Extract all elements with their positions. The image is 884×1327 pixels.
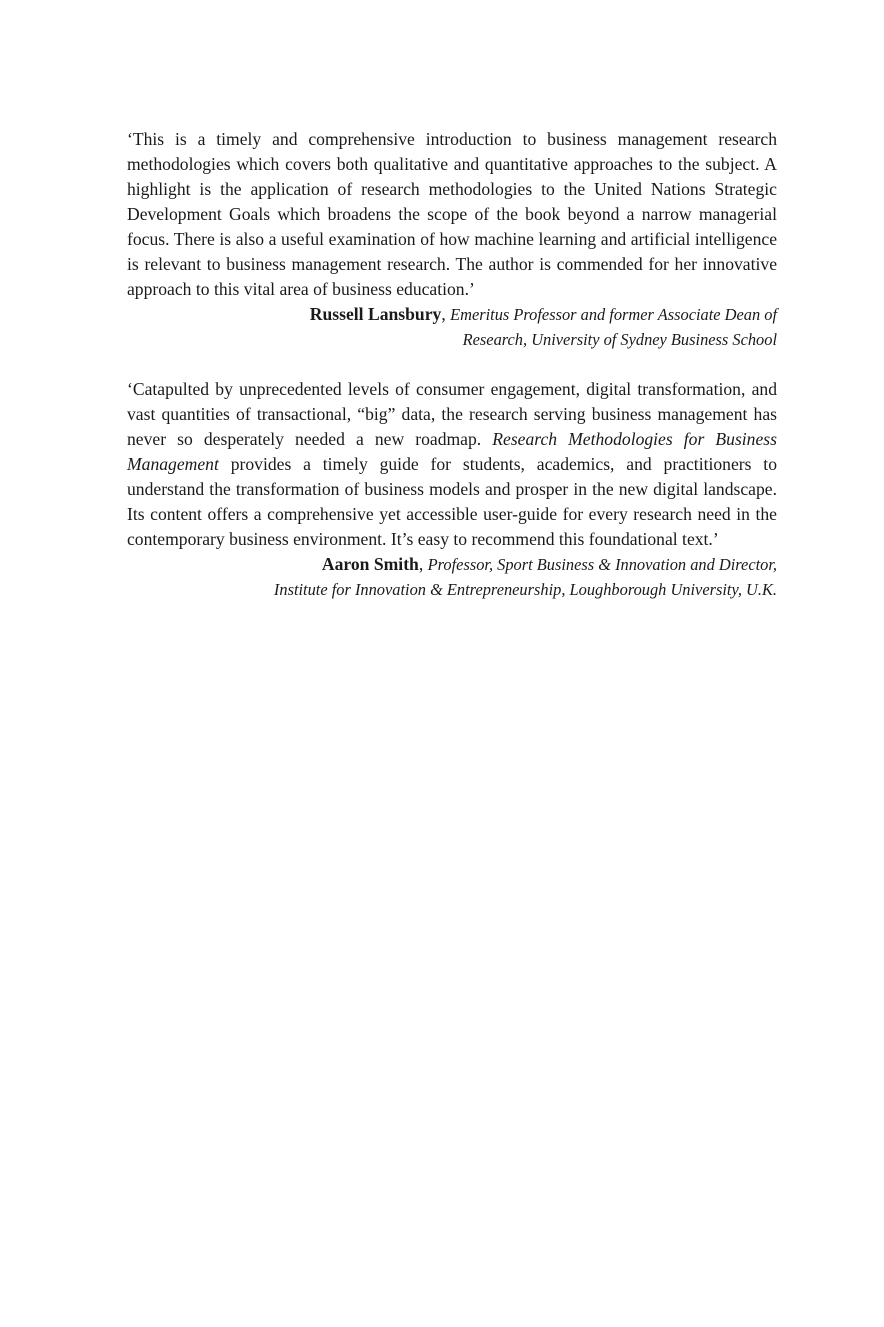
endorser-name: Aaron Smith (321, 554, 419, 574)
endorsement-quote (127, 377, 777, 552)
endorsement-quote (127, 127, 777, 302)
endorser-role-line1: Professor, Sport Business & Innovation and Director, (427, 555, 777, 574)
quote-text-part2: provides a timely guide for students, academics, and practitioners to understand the transformation of business models and prosper in the new digital landscape. Its content offers a comprehensive yet accessible user-guide for every research need in the contemporary business environment. It’s easy to recommend this foundational text.’ (127, 454, 777, 549)
endorser-role-line2: Institute for Innovation & Entrepreneurship, Loughborough University, U.K. (273, 580, 777, 599)
quote-text: ‘This is a timely and comprehensive introduction to business management research methodologies which covers both qualitative and quantitative approaches to the subject. A highlight is the application of research methodologies to the United Nations Strategic Development Goals which broadens the scope of the book beyond a narrow managerial focus. There is also a useful examination of how machine learning and artificial intelligence is relevant to business management research. The author is commended for her innovative approach to this vital area of business education.’ (127, 129, 777, 299)
endorsement-attribution: Russell Lansbury, Emeritus Professor and former Associate Dean of Research, University of Sydney Business School (309, 304, 777, 349)
endorser-name: Russell Lansbury (309, 304, 442, 324)
endorser-role-line2: Research, University of Sydney Business School (462, 330, 777, 349)
endorsement-smith (127, 377, 777, 602)
endorsement-attribution: Aaron Smith, Professor, Sport Business & Innovation and Director, Institute for Innovation & Entrepreneurship, Loughborough University, U.K. (273, 554, 777, 599)
endorsement-lansbury (127, 127, 777, 352)
book-title: Research Methodologies for Business Management (127, 429, 777, 474)
endorser-role-line1: Emeritus Professor and former Associate Dean of (450, 305, 777, 324)
quote-text-part1: ‘Catapulted by unprecedented levels of consumer engagement, digital transformation, and vast quantities of transactional, “big” data, the research serving business management has never so desperately needed a new roadmap. (127, 379, 777, 449)
endorsements-page (127, 127, 777, 602)
